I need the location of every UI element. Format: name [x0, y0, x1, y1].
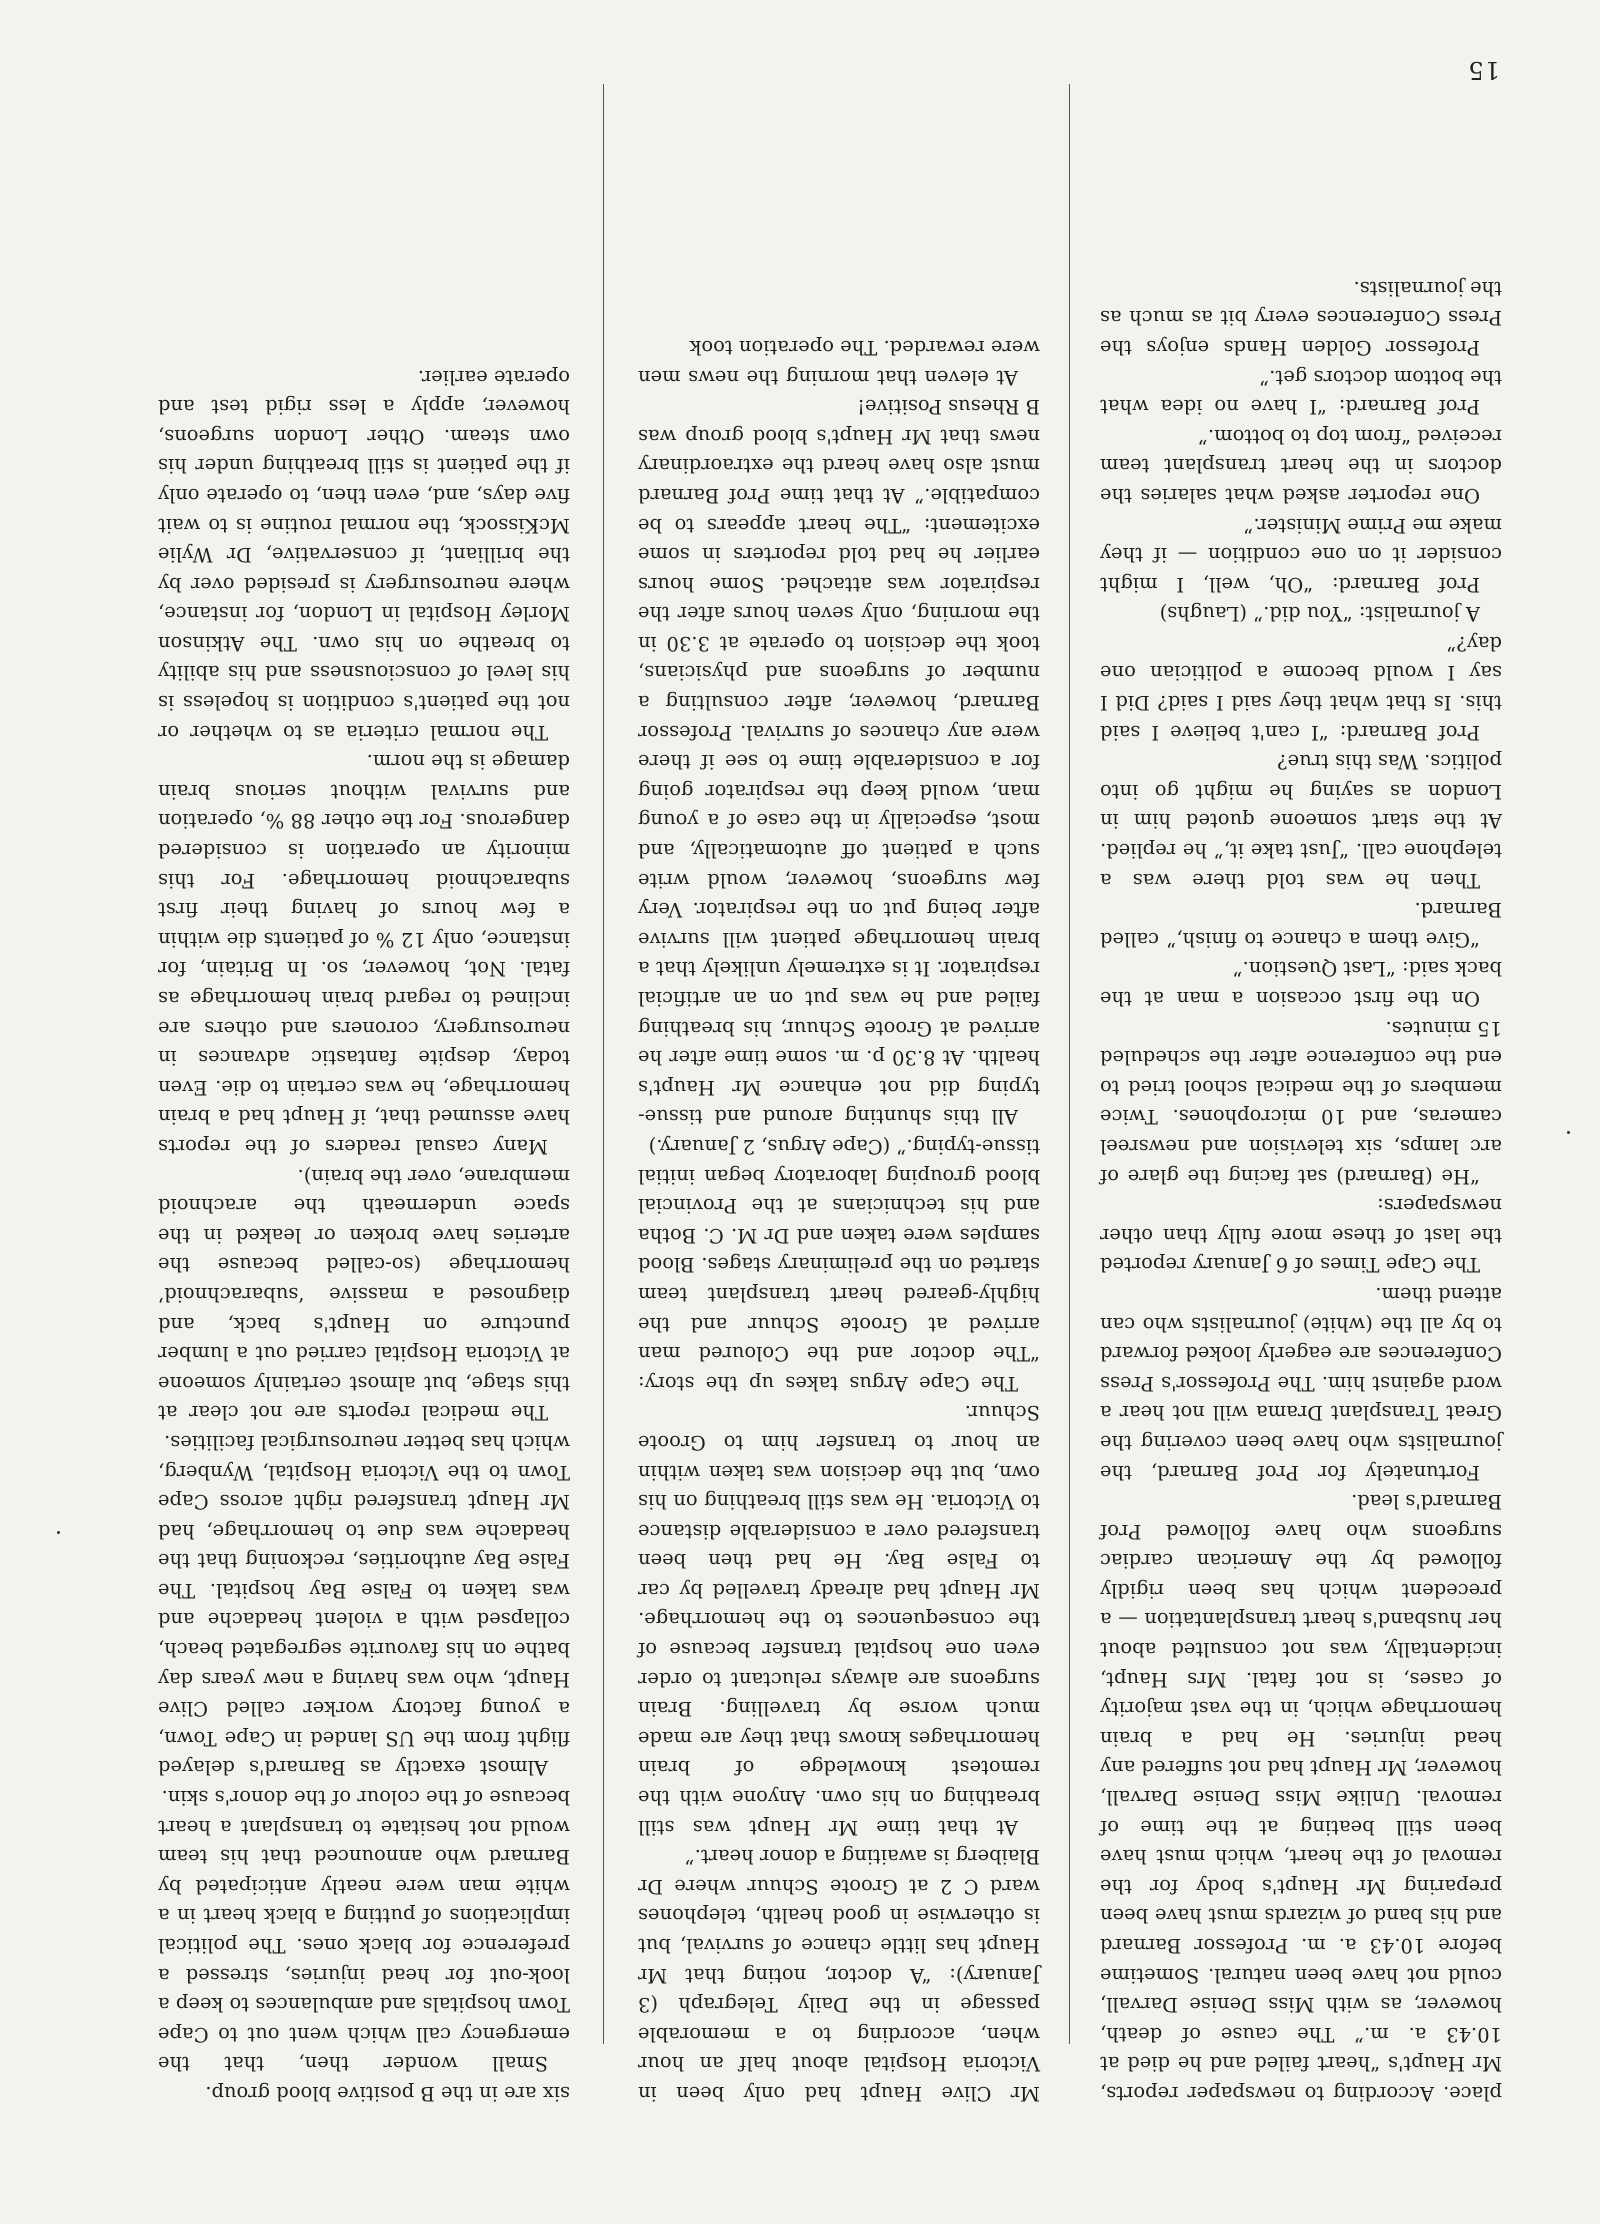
paragraph: The normal criteria as to whether or not the patient's condition is hopeless is his level of consciousness and his ability to breathe on his own. The Atkinson Morley Hospital in London, for instance, where neurosurgery is presided over by the brilliant, if conservative, Dr Wylie McKissock, the normal routine is to wait five days, and, even then, to operate only if the patient is still breathing under his own steam. Other London surgeons, however, apply a less rigid test and operate earlier.: [158, 365, 570, 744]
paragraph: “He (Barnard) sat facing the glare of arc lamps, six television and newsreel cameras, and 10 microphones. Twice members of the medical school tried to end the conference after the scheduled 15 minutes.: [1100, 1016, 1502, 1188]
paragraph: The Cape Argus takes up the story: “The doctor and the Coloured man arrived at Groote Schuur and the highly-geared heart transplant team started on the preliminary stages. Blood samples were taken and Dr M. C. Botha and his technicians at the Provincial blood grouping laboratory began initial tissue-typing.” (Cape Argus, 2 January.): [638, 1135, 1040, 1395]
text-column-right: [158, 362, 570, 2108]
text-column-left: [1100, 273, 1502, 2108]
scan-speck: [1567, 1131, 1570, 1134]
scan-speck: [57, 1531, 60, 1534]
paragraph: All this shunting around and tissue-typing did not enhance Mr Haupt's health. At 8.30 p. m. some time after he arrived at Groote Schuur, his breathing failed and he was put on an artificial respirator. It is extremely unlikely that a brain hemorrhage patient will survive after being put on the respirator. Very few surgeons, however, would write such a patient off automatically, and most, especially in the case of a young man, would keep the respirator going for a considerable time to see if there were any chances of survival. Professor Barnard, however, after consulting a number of surgeons and physicians, took the decision to operate at 3.30 in the morning, only seven hours after the respirator was attached. Some hours earlier he had told reporters in some excitement: “The heart appears to be compatible.” At that time Prof Barnard must also have heard the extraordinary news that Mr Haupt's blood group was B Rhesus Positive!: [638, 395, 1040, 1129]
paragraph: Prof Barnard: “I have no idea what the bottom doctors get.”: [1100, 365, 1502, 419]
paragraph: Then he was told there was a telephone call. “Just take it,” he replied. At the start someone quoted him in London as saying he might go into politics. Was this true?: [1100, 750, 1502, 892]
paragraph: At that time Mr Haupt was still breathing on his own. Anyone with the remotest knowledge of brain hemorrhages knows that they are made much worse by travelling. Brain surgeons are always reluctant to order even one hospital transfer because of the consequences to the hemorrhage. Mr Haupt had already travelled by car to False Bay. He had then been transfered over a considerable distance to Victoria. He was still breathing on his own, but the decision was taken within an hour to transfer him to Groote Schuur.: [638, 1401, 1040, 1839]
paragraph: Prof Barnard: “Oh, well, I might consider it on one condition — if they make me Prime Minister.”: [1100, 513, 1502, 596]
paragraph: Prof Barnard: “I can't believe I said this. Is that what they said I said? Did I say I would become a politician one day?”: [1100, 631, 1502, 744]
paragraph: Fortunately for Prof Barnard, the journalists who have been covering the Great Transplant Drama will not hear a word against him. The Professor's Press Conferences are eagerly looked forward to by all the (white) journalists who can attend them.: [1100, 1282, 1502, 1484]
paragraph: A journalist: “You did.” (Laughs): [1159, 602, 1480, 626]
paragraph: six are in the B positive blood group.: [205, 2082, 570, 2105]
paragraph: The medical reports are not clear at this stage, but almost certainly someone at Victoria Hospital carried out a lumber puncture on Haupt's back, and diagnosed a massive ‘subarachnoid’ hemorrhage (so-called because the arteries have broken or leaked in the space underneath the arachnoid membrane, over the brain).: [158, 1164, 570, 1425]
paragraph: On the first occasion a man at the back said: “Last Question.”: [1100, 957, 1502, 1011]
text-column-middle: [638, 332, 1040, 2108]
page-number: 15: [1467, 56, 1500, 84]
paragraph: One reporter asked what salaries the doctors in the heart transplant team received “from top to bottom.”: [1100, 424, 1502, 507]
paragraph: At eleven that morning the news men were rewarded. The operation took: [638, 335, 1040, 389]
paragraph: Almost exactly as Barnard's delayed flight from the US landed in Cape Town, a young factory worker called Clive Haupt, who was having a new years day bathe on his favourite segregated beach, collapsed with a violent headache and was taken to False Bay hospital. The False Bay authorities, reckoning that the headache was due to hemorrhage, had Mr Haupt transfered right across Cape Town to the Victoria Hospital, Wynberg, which has better neurosurgical facilities.: [158, 1430, 570, 1780]
paragraph: “Give them a chance to finish,” called Barnard.: [1100, 898, 1502, 951]
column-divider: [603, 84, 604, 2044]
paragraph: The Cape Times of 6 January reported the last of these more fully than other newspapers:: [1100, 1194, 1502, 1277]
paragraph: Professor Golden Hands enjoys the Press Conferences every bit as much as the journalists.: [1100, 276, 1502, 359]
paragraph: Mr Clive Haupt had only been in Victoria Hospital about half an hour when, according to a memorable passage in the Daily Telegraph (3 January): “A doctor, noting that Mr Haupt has little chance of survival, but is otherwise in good health, telephones ward C 2 at Groote Schuur where Dr Blaiberg is awaiting a donor heart.”: [638, 1845, 1040, 2105]
paragraph: Small wonder then, that the emergency call which went out to Cape Town hospitals and ambulances to keep a look-out for head injuries, stressed a preference for black ones. The political implications of putting a black heart in a white man were neatly anticipated by Barnard who announced that his team would not hesitate to transplant a heart because of the colour of the donor's skin.: [158, 1786, 570, 2076]
column-divider: [1069, 84, 1070, 2044]
paragraph: place. According to newspaper reports, Mr Haupt's “heart failed and he died at 10.43 a. m.” The cause of death, however, as with Miss Denise Darvall, could not have been natural. Sometime before 10.43 a. m. Professor Barnard and his band of wizards must have been preparing Mr Haupt's body for the removal of the heart, which must have been still beating at the time of removal. Unlike Miss Denise Darvall, however, Mr Haupt had not suffered any head injuries. He had a brain hemorrhage which, in the vast majority of cases, is not fatal. Mrs Haupt, incidentally, was not consulted about her husband's heart transplantation — a precedent which has been rigidly followed by the American cardiac surgeons who have followed Prof Barnard's lead.: [1100, 1490, 1502, 2105]
paragraph: Many casual readers of the reports have assumed that, if Haupt had a brain hemorrhage, he was certain to die. Even today, despite fantastic advances in neurosurgery, coroners and others are inclined to regard brain hemorrhage as fatal. Not, however, so. In Britain, for instance, only 12 % of patients die within a few hours of having their first subarachnoid hemorrhage. For this minority an operation is considered dangerous. For the other 88 %, operation and survival without serious brain damage is the norm.: [158, 750, 570, 1158]
